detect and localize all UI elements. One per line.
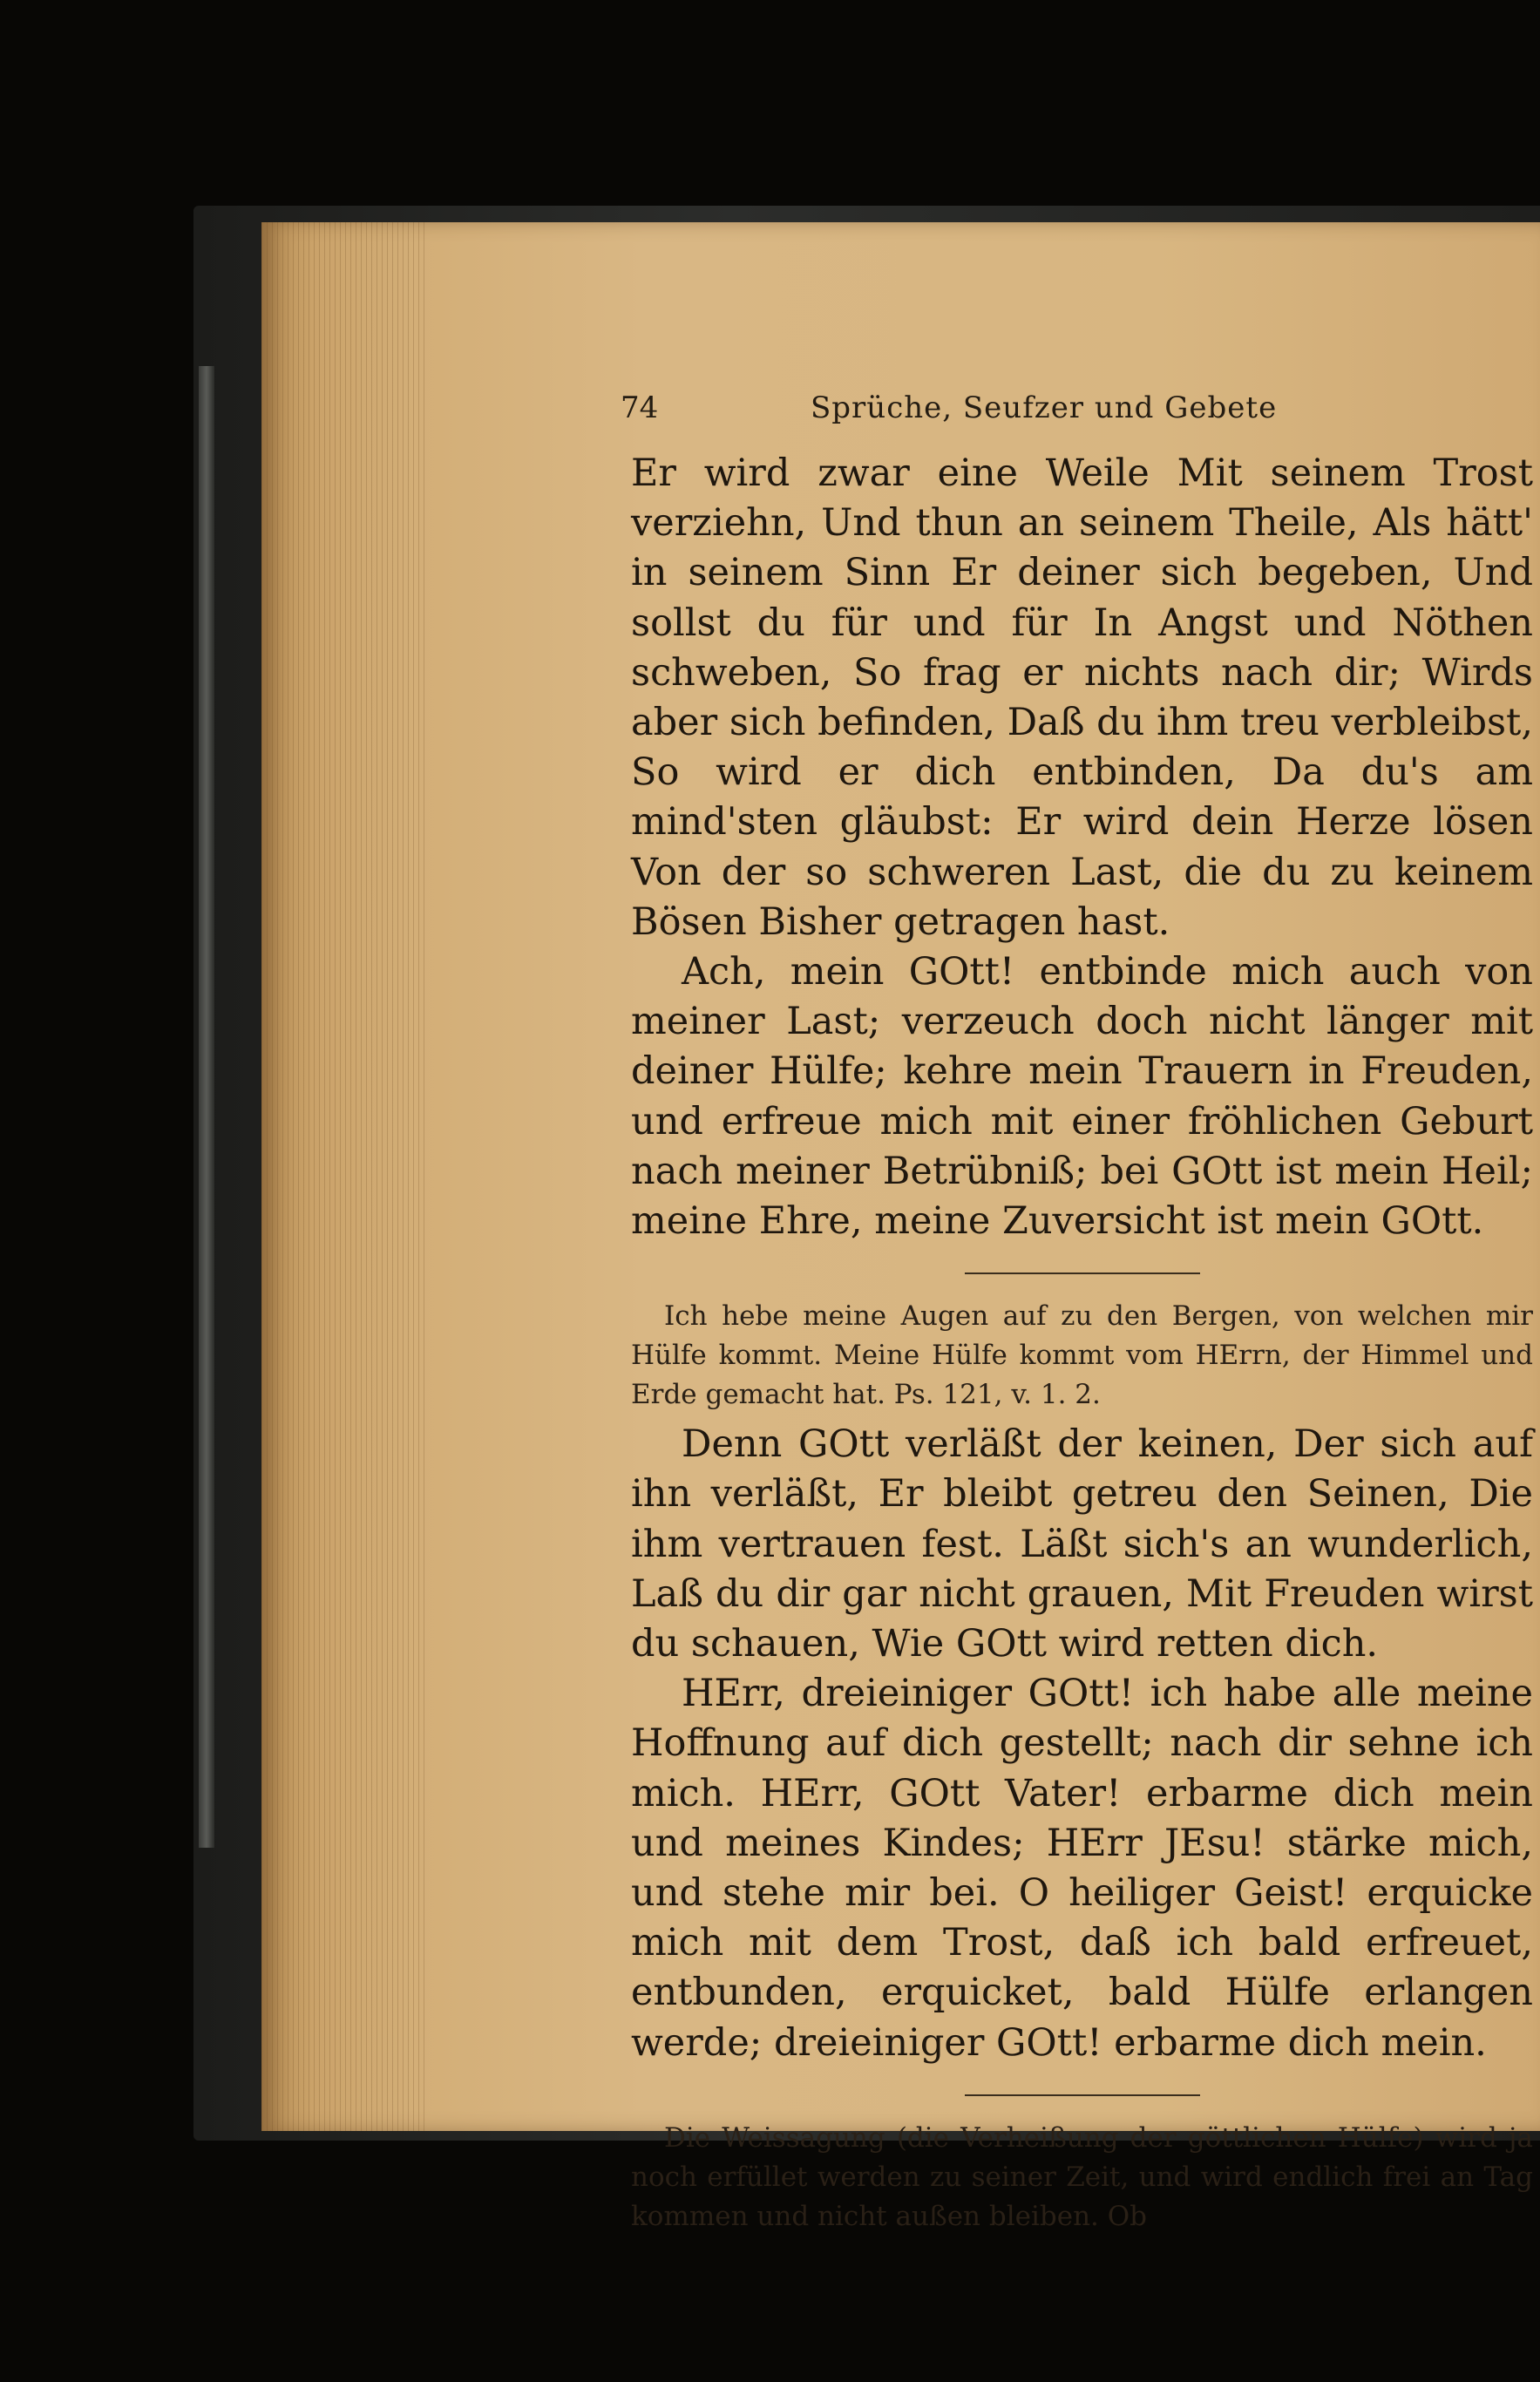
paragraph-prayer-2: HErr, dreieiniger GOtt! ich habe alle meine Hoffnung auf dich gestellt; nach dir sehne ich mich. HErr, GOtt Vater! erbarme dich mein und meines Kindes; HErr JEsu! stärke mich, und stehe mir bei. O heiliger Geist! erquicke mich mit dem Trost, daß ich bald erfreuet, entbunden, erquicket, bald Hülfe erlangen werde; dreieiniger GOtt! erbarme dich mein. xyxy=(631,1672,1533,2065)
running-head xyxy=(610,383,1516,436)
running-head-title: Sprüche, Seufzer und Gebete xyxy=(811,390,1278,425)
paragraph-hymn-2: Denn GOtt verläßt der keinen, Der sich auf ihn verläßt, Er bleibt getreu den Seinen, Die ihm vertrauen fest. Läßt sich's an wunderlich, Laß du dir gar nicht grauen, Mit Freuden wirst du schauen, Wie GOtt wird retten dich. xyxy=(631,1422,1533,1666)
book-page xyxy=(610,366,1540,2232)
bible-verse-psalm: Ich hebe meine Augen auf zu den Bergen, von welchen mir Hülfe kommt. Meine Hülfe kommt vom HErrn, der Himmel und Erde gemacht hat. Ps. 121, v. 1. 2. xyxy=(631,1300,1533,1411)
page-number: 74 xyxy=(621,390,659,425)
paragraph-hymn-1: Er wird zwar eine Weile Mit seinem Trost verziehn, Und thun an seinem Theile, Als hätt' in seinem Sinn Er deiner sich begeben, Und sollst du für und für In Angst und Nöthen schweben, So frag er nichts nach dir; Wirds aber sich befinden, Daß du ihm treu verbleibst, So wird er dich entbinden, Da du's am mind'sten gläubst: Er wird dein Herze lösen Von der so schweren Last, die du zu keinem Bösen Bisher getragen hast. xyxy=(631,451,1533,944)
book-spine-edge xyxy=(199,366,214,1848)
paragraph-prayer-1: Ach, mein GOtt! entbinde mich auch von meiner Last; verzeuch doch nicht länger mit deiner Hülfe; kehre mein Trauern in Freuden, und erfreue mich mit einer fröhlichen Geburt nach meiner Betrübniß; bei GOtt ist mein Heil; meine Ehre, meine Zuversicht ist mein GOtt. xyxy=(631,950,1533,1244)
section-divider xyxy=(965,1272,1200,1274)
text-area xyxy=(631,449,1533,2236)
bible-verse-prophecy: Die Weissagung (die Verheißung der göttlichen Hülfe) wird ja noch erfüllet werden zu seiner Zeit, und wird endlich frei an Tag kommen und nicht außen bleiben. Ob xyxy=(631,2121,1533,2232)
page-edges xyxy=(261,222,427,2131)
section-divider xyxy=(965,2094,1200,2096)
